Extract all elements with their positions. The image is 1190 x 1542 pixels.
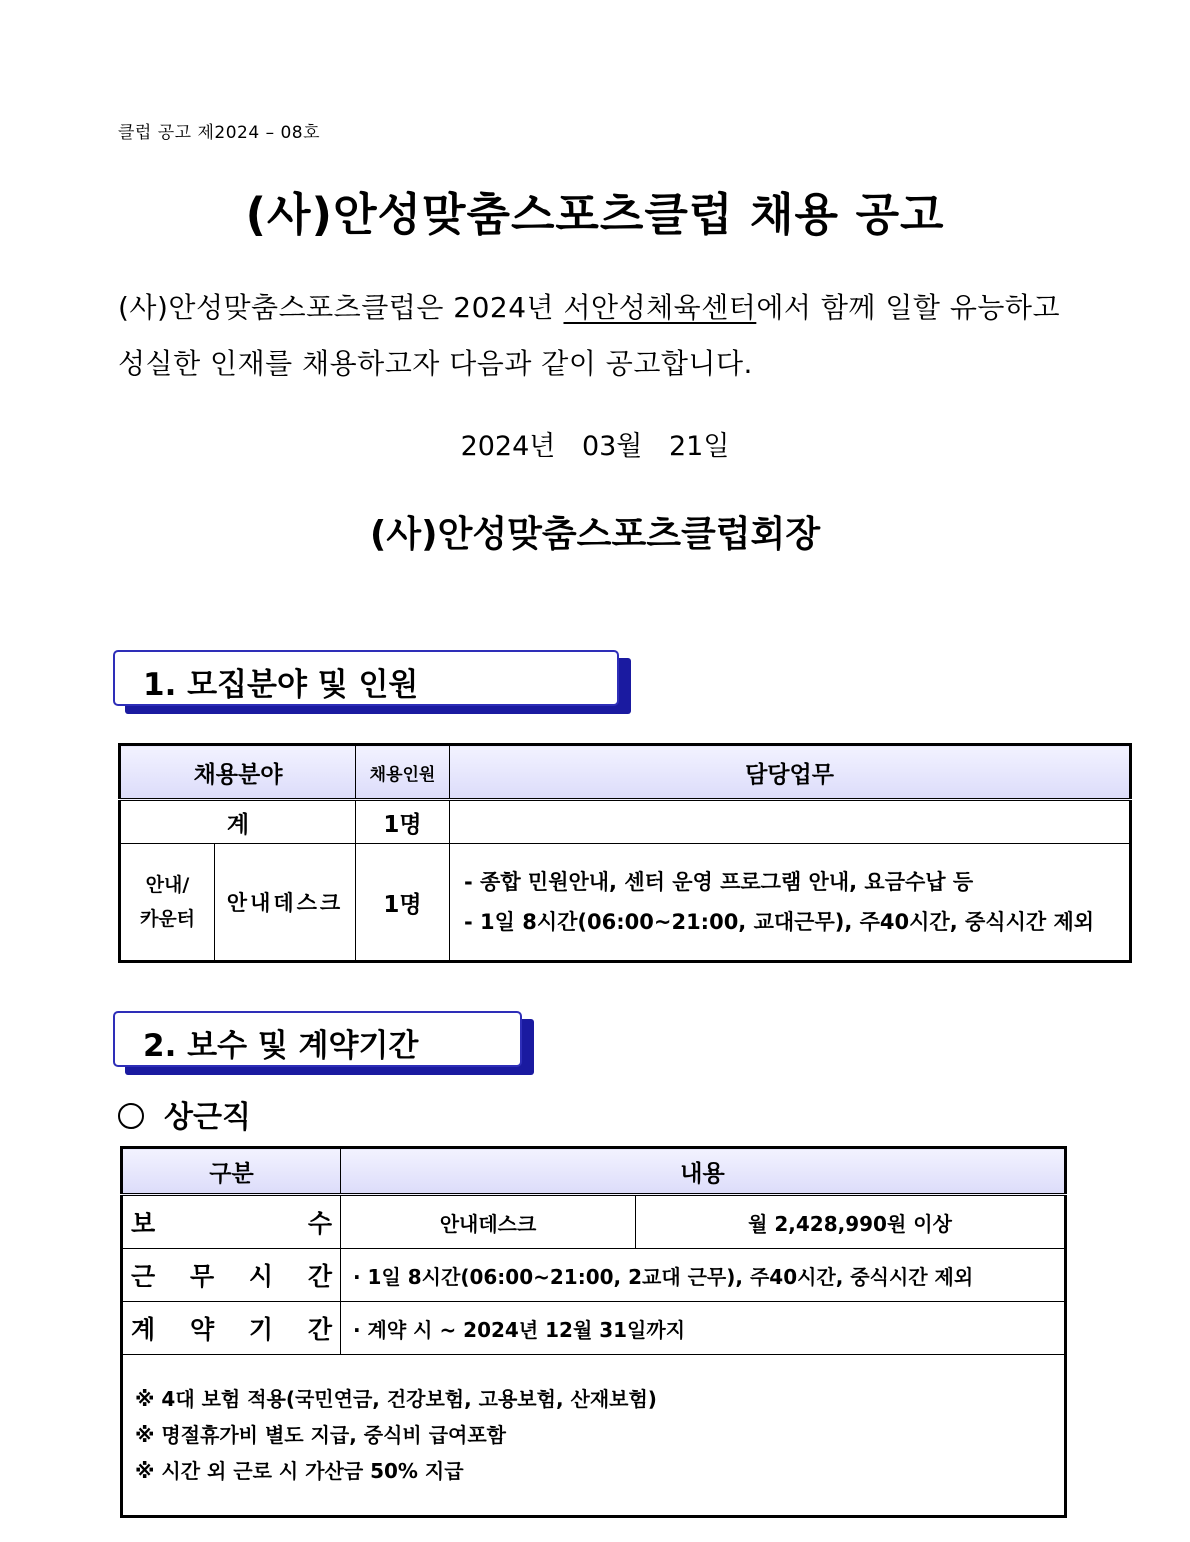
recruitment-table xyxy=(118,743,1132,963)
notice-date: 2024년 03월 21일 xyxy=(460,431,730,462)
duty-list xyxy=(450,844,1131,962)
pay-position: 안내데스크 xyxy=(341,1195,636,1249)
contract-value: · 계약 시 ~ 2024년 12월 31일까지 xyxy=(341,1302,1066,1355)
contract-label: 계 약 기 간 xyxy=(122,1302,341,1355)
field-name: 안내/ 카운터 xyxy=(120,844,215,962)
note-item: ※ 시간 외 근로 시 가산금 50% 지급 xyxy=(135,1459,464,1483)
benefit-notes xyxy=(122,1355,1066,1517)
intro-location: 서안성체육센터 xyxy=(563,291,757,324)
total-count: 1명 xyxy=(356,800,450,844)
intro-prefix: (사)안성맞춤스포츠클럽은 2024년 xyxy=(118,291,564,324)
position-count: 1명 xyxy=(356,844,450,962)
header-count: 채용인원 xyxy=(356,745,450,800)
note-item: ※ 명절휴가비 별도 지급, 중식비 급여포함 xyxy=(135,1423,506,1447)
section1-heading-box xyxy=(113,650,619,706)
employment-type-label: 상근직 xyxy=(164,1100,251,1135)
header-duties: 담당업무 xyxy=(450,745,1131,800)
header-content: 내용 xyxy=(341,1148,1066,1195)
circle-bullet-icon xyxy=(118,1103,144,1129)
section1-title: 1. 모집분야 및 인원 xyxy=(143,667,419,703)
header-category: 구분 xyxy=(122,1148,341,1195)
duty-item: - 1일 8시간(06:00~21:00, 교대근무), 주40시간, 중식시간 제외 xyxy=(464,910,1095,934)
note-item: ※ 4대 보험 적용(국민연금, 건강보험, 고용보험, 산재보험) xyxy=(135,1387,657,1411)
intro-suffix: 에서 함께 일할 유능하고 성실한 인재를 채용하고자 다음과 같이 공고합니다. xyxy=(118,291,1061,380)
duty-item: - 종합 민원안내, 센터 운영 프로그램 안내, 요금수납 등 xyxy=(464,870,974,894)
compensation-table xyxy=(120,1146,1067,1518)
total-label: 계 xyxy=(120,800,356,844)
pay-label: 보 수 xyxy=(122,1195,341,1249)
notice-number: 클럽 공고 제2024 – 08호 xyxy=(118,123,321,143)
position-name: 안내데스크 xyxy=(215,844,356,962)
hours-value: · 1일 8시간(06:00~21:00, 2교대 근무), 주40시간, 중식시간 제외 xyxy=(341,1249,1066,1302)
employment-type xyxy=(118,1092,251,1136)
pay-amount: 월 2,428,990원 이상 xyxy=(636,1195,1066,1249)
intro-paragraph xyxy=(118,280,1078,392)
section2-title: 2. 보수 및 계약기간 xyxy=(143,1028,419,1064)
header-field: 채용분야 xyxy=(120,745,356,800)
issuer-name: (사)안성맞춤스포츠클럽회장 xyxy=(369,514,821,555)
page-title: (사)안성맞춤스포츠클럽 채용 공고 xyxy=(245,188,945,241)
hours-label: 근 무 시 간 xyxy=(122,1249,341,1302)
total-duties-empty xyxy=(450,800,1131,844)
section2-heading-box xyxy=(113,1011,522,1067)
